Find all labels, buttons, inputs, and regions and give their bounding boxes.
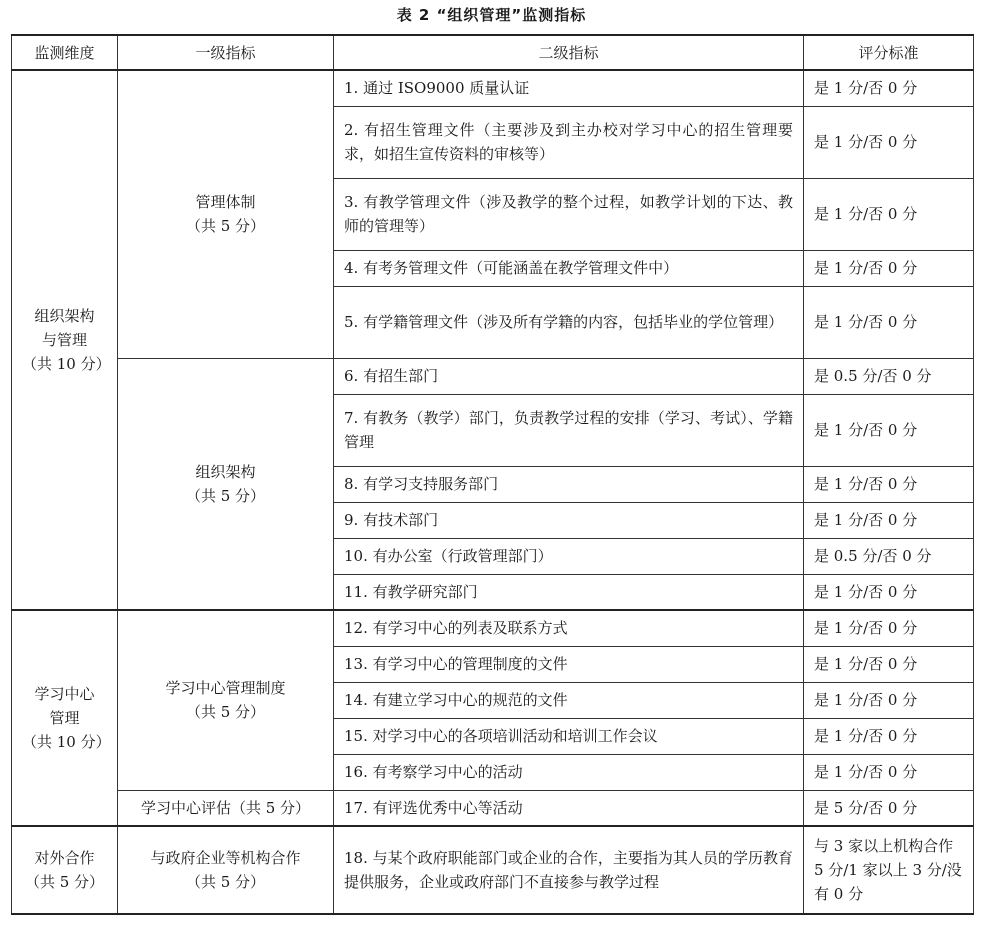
level1-line: （共 5 分） bbox=[185, 217, 266, 236]
score-cell: 是 1 分/否 0 分 bbox=[804, 502, 974, 538]
level2-cell: 1. 通过 ISO9000 质量认证 bbox=[334, 70, 804, 106]
score-cell: 是 1 分/否 0 分 bbox=[804, 754, 974, 790]
score-cell: 是 0.5 分/否 0 分 bbox=[804, 358, 974, 394]
level1-cell bbox=[118, 826, 334, 914]
level1-line: 管理体制 bbox=[195, 193, 256, 212]
score-cell: 是 5 分/否 0 分 bbox=[804, 790, 974, 826]
level2-cell: 5. 有学籍管理文件（涉及所有学籍的内容，包括毕业的学位管理） bbox=[334, 286, 804, 358]
score-cell: 是 1 分/否 0 分 bbox=[804, 178, 974, 250]
level2-cell: 3. 有教学管理文件（涉及教学的整个过程，如教学计划的下达、教师的管理等） bbox=[334, 178, 804, 250]
group-learning-center bbox=[12, 610, 974, 826]
score-cell: 是 1 分/否 0 分 bbox=[804, 286, 974, 358]
dimension-line: （共 10 分） bbox=[22, 733, 111, 751]
level1-line: 学习中心评估（共 5 分） bbox=[140, 798, 311, 817]
score-cell: 是 1 分/否 0 分 bbox=[804, 70, 974, 106]
level2-cell: 7. 有教务（教学）部门，负责教学过程的安排（学习、考试）、学籍管理 bbox=[334, 394, 804, 466]
level1-line: 学习中心管理制度 bbox=[165, 679, 286, 698]
level2-cell: 2. 有招生管理文件（主要涉及到主办校对学习中心的招生管理要求，如招生宣传资料的审核等） bbox=[334, 106, 804, 178]
level2-cell: 16. 有考察学习中心的活动 bbox=[334, 754, 804, 790]
level2-cell: 18. 与某个政府职能部门或企业的合作，主要指为其人员的学历教育提供服务，企业或政府部门不直接参与教学过程 bbox=[334, 826, 804, 914]
level1-line: （共 5 分） bbox=[185, 703, 266, 722]
header-level2: 二级指标 bbox=[334, 35, 804, 70]
header-dimension: 监测维度 bbox=[12, 35, 118, 70]
score-cell: 是 0.5 分/否 0 分 bbox=[804, 538, 974, 574]
score-cell: 与 3 家以上机构合作 5 分/1 家以上 3 分/没有 0 分 bbox=[804, 826, 974, 914]
score-cell: 是 1 分/否 0 分 bbox=[804, 682, 974, 718]
header-score: 评分标准 bbox=[804, 35, 974, 70]
dimension-line: 与管理 bbox=[41, 331, 87, 349]
dimension-line: 管理 bbox=[49, 709, 80, 727]
level1-line: （共 5 分） bbox=[185, 486, 266, 505]
level2-cell: 11. 有教学研究部门 bbox=[334, 574, 804, 610]
level2-cell: 10. 有办公室（行政管理部门） bbox=[334, 538, 804, 574]
level2-cell: 12. 有学习中心的列表及联系方式 bbox=[334, 610, 804, 646]
score-cell: 是 1 分/否 0 分 bbox=[804, 718, 974, 754]
level1-line: 组织架构 bbox=[195, 462, 256, 481]
score-cell: 是 1 分/否 0 分 bbox=[804, 106, 974, 178]
level2-cell: 8. 有学习支持服务部门 bbox=[334, 466, 804, 502]
header-row bbox=[12, 35, 974, 70]
dimension-cell bbox=[12, 826, 118, 914]
level2-cell: 4. 有考务管理文件（可能涵盖在教学管理文件中） bbox=[334, 250, 804, 286]
dimension-cell bbox=[12, 610, 118, 826]
dimension-line: （共 5 分） bbox=[24, 873, 105, 891]
dimension-line: （共 10 分） bbox=[22, 355, 111, 373]
level2-cell: 6. 有招生部门 bbox=[334, 358, 804, 394]
level1-cell bbox=[118, 70, 334, 358]
table-row bbox=[12, 70, 974, 106]
score-cell: 是 1 分/否 0 分 bbox=[804, 646, 974, 682]
table-caption: 表 2 “组织管理”监测指标 bbox=[396, 6, 587, 24]
level2-cell: 13. 有学习中心的管理制度的文件 bbox=[334, 646, 804, 682]
score-cell: 是 1 分/否 0 分 bbox=[804, 610, 974, 646]
group-external-cooperation bbox=[12, 826, 974, 914]
level1-line: （共 5 分） bbox=[185, 873, 266, 891]
dimension-line: 组织架构 bbox=[34, 307, 95, 325]
table-row bbox=[12, 610, 974, 646]
table-row bbox=[12, 358, 974, 394]
table-row bbox=[12, 826, 974, 914]
level1-cell bbox=[118, 610, 334, 790]
score-cell: 是 1 分/否 0 分 bbox=[804, 394, 974, 466]
score-cell: 是 1 分/否 0 分 bbox=[804, 574, 974, 610]
level1-cell bbox=[118, 790, 334, 826]
header-level1: 一级指标 bbox=[118, 35, 334, 70]
level2-cell: 17. 有评选优秀中心等活动 bbox=[334, 790, 804, 826]
level1-cell bbox=[118, 358, 334, 610]
monitoring-indicators-table bbox=[11, 34, 974, 915]
score-cell: 是 1 分/否 0 分 bbox=[804, 250, 974, 286]
dimension-line: 学习中心 bbox=[34, 685, 95, 703]
dimension-line: 对外合作 bbox=[34, 849, 95, 867]
level1-line: 与政府企业等机构合作 bbox=[150, 849, 301, 867]
group-org-structure bbox=[12, 70, 974, 610]
table-row bbox=[12, 790, 974, 826]
score-cell: 是 1 分/否 0 分 bbox=[804, 466, 974, 502]
level2-cell: 14. 有建立学习中心的规范的文件 bbox=[334, 682, 804, 718]
level2-cell: 15. 对学习中心的各项培训活动和培训工作会议 bbox=[334, 718, 804, 754]
dimension-cell bbox=[12, 70, 118, 610]
level2-cell: 9. 有技术部门 bbox=[334, 502, 804, 538]
